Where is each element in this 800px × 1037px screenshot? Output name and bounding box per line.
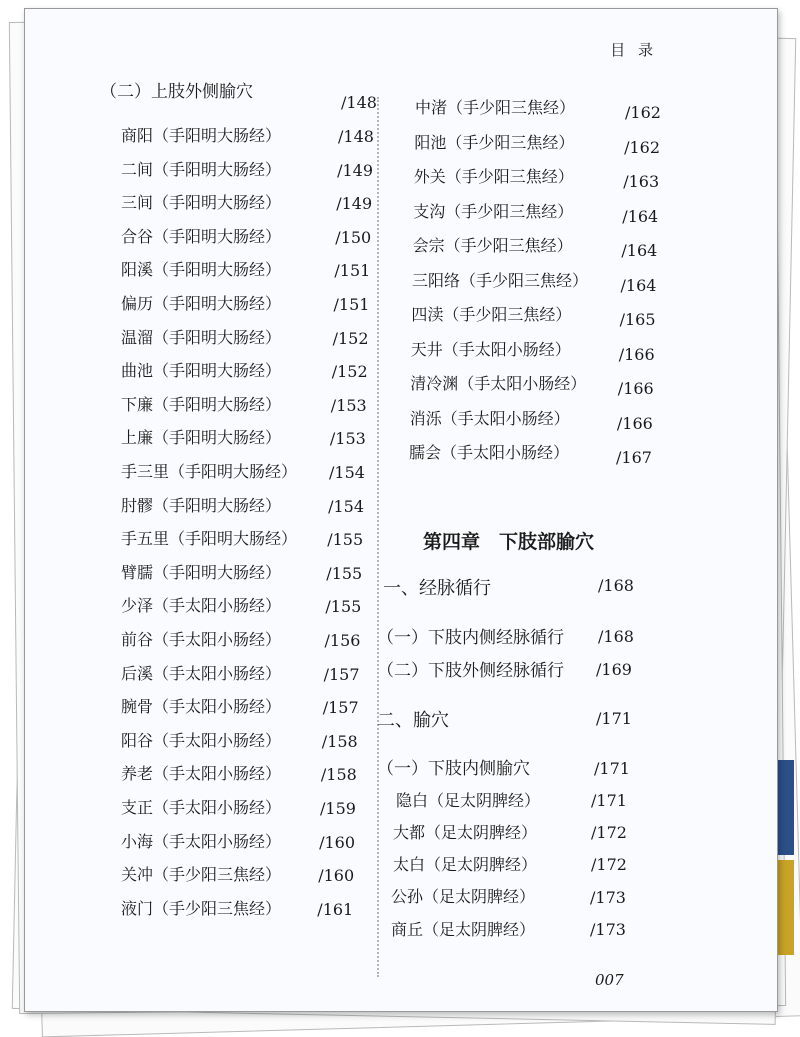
toc-entry-title: 支正（手太阳小肠经） bbox=[121, 798, 282, 817]
toc-entry-page: /166 bbox=[617, 379, 654, 398]
toc-entry-page: /156 bbox=[324, 631, 361, 650]
toc-entry-title: 二、腧穴 bbox=[377, 710, 449, 731]
toc-entry-page: /164 bbox=[621, 241, 658, 260]
toc-entry-page: /172 bbox=[591, 855, 627, 874]
toc-entry-title: 腕骨（手太阳小肠经） bbox=[121, 697, 282, 717]
toc-entry-title: （一）下肢内侧经脉循行 bbox=[377, 628, 564, 648]
toc-entry-title: 阳溪（手阳明大肠经） bbox=[121, 260, 282, 280]
toc-entry-page: /166 bbox=[618, 344, 655, 364]
toc-entry-page: /168 bbox=[598, 576, 634, 595]
toc-entry-page: /154 bbox=[329, 463, 365, 482]
toc-entry-page: /162 bbox=[625, 103, 661, 122]
toc-entry-title: （二）下肢外侧经脉循行 bbox=[377, 661, 564, 681]
toc-entry-page: /158 bbox=[320, 765, 357, 785]
toc-entry-page: /152 bbox=[331, 362, 368, 382]
toc-entry-page: /171 bbox=[596, 709, 632, 728]
toc-entry-page: /171 bbox=[594, 759, 630, 778]
toc-entry-title: 隐白（足太阴脾经） bbox=[396, 791, 541, 810]
toc-entry-title: 商丘（足太阴脾经） bbox=[391, 920, 536, 939]
chapter-title: 第四章 下肢部腧穴 bbox=[423, 531, 595, 553]
toc-entry-title: 阳谷（手太阳小肠经） bbox=[121, 730, 282, 750]
toc-entry-page: /164 bbox=[620, 275, 657, 295]
toc-entry-title: 少泽（手太阳小肠经） bbox=[121, 596, 282, 616]
toc-entry-title: 中渚（手少阳三焦经） bbox=[415, 98, 576, 117]
toc-entry-page: /163 bbox=[623, 172, 660, 191]
toc-entry-title: 清冷渊（手太阳小肠经） bbox=[410, 374, 587, 393]
toc-entry-title: 外关（手少阳三焦经） bbox=[413, 167, 574, 186]
toc-entry-page: /161 bbox=[317, 899, 354, 919]
toc-entry-title: 天井（手太阳小肠经） bbox=[410, 339, 571, 359]
toc-entry-title: 上廉（手阳明大肠经） bbox=[121, 428, 282, 448]
toc-entry-page: /151 bbox=[333, 295, 370, 314]
toc-entry-page: /149 bbox=[336, 194, 373, 214]
toc-entry-page: /164 bbox=[622, 206, 659, 226]
toc-entry-title: 小海（手太阳小肠经） bbox=[121, 831, 282, 851]
toc-entry-title: （二）上肢外侧腧穴 bbox=[100, 82, 253, 102]
toc-entry-title: 液门（手少阳三焦经） bbox=[121, 898, 282, 918]
toc-entry-title: 大都（足太阴脾经） bbox=[393, 823, 538, 842]
page-header: 目 录 bbox=[610, 41, 657, 59]
toc-entry-title: 会宗（手少阳三焦经） bbox=[412, 236, 573, 255]
toc-entry-title: 手三里（手阳明大肠经） bbox=[121, 462, 298, 481]
page-number: 007 bbox=[595, 971, 624, 989]
toc-entry-title: 二间（手阳明大肠经） bbox=[121, 159, 282, 179]
toc-entry-page: /157 bbox=[323, 664, 360, 684]
toc-entry-title: 一、经脉循行 bbox=[383, 578, 491, 599]
toc-entry-page: /173 bbox=[590, 888, 626, 907]
toc-entry-page: /148 bbox=[338, 127, 374, 146]
toc-entry-page: /154 bbox=[328, 496, 365, 516]
toc-entry-title: 三阳络（手少阳三焦经） bbox=[412, 270, 589, 290]
toc-entry-title: 前谷（手太阳小肠经） bbox=[121, 630, 282, 649]
toc-entry-title: 曲池（手阳明大肠经） bbox=[121, 361, 282, 381]
toc-entry-title: 阳池（手少阳三焦经） bbox=[414, 132, 575, 152]
toc-entry-page: /159 bbox=[320, 799, 356, 818]
toc-entry-title: 肘髎（手阳明大肠经） bbox=[121, 495, 282, 515]
toc-entry-page: /165 bbox=[619, 310, 656, 329]
toc-entry-title: 温溜（手阳明大肠经） bbox=[121, 327, 282, 347]
toc-entry-page: /157 bbox=[322, 698, 359, 718]
toc-entry-title: 消泺（手太阳小肠经） bbox=[409, 408, 570, 428]
toc-entry-page: /149 bbox=[337, 160, 374, 180]
toc-entry-page: /172 bbox=[591, 823, 627, 842]
toc-entry-page: /169 bbox=[596, 660, 632, 679]
column-divider bbox=[377, 97, 379, 977]
toc-entry-page: /162 bbox=[624, 137, 661, 157]
toc-entry-page: /160 bbox=[318, 866, 355, 886]
toc-entry-page: /153 bbox=[330, 395, 367, 415]
toc-entry-title: 养老（手太阳小肠经） bbox=[121, 764, 282, 784]
toc-entry-title: 四渎（手少阳三焦经） bbox=[411, 305, 572, 324]
toc-entry-title: 关冲（手少阳三焦经） bbox=[121, 865, 282, 885]
toc-entry-title: （一）下肢内侧腧穴 bbox=[377, 759, 530, 779]
toc-entry-page: /150 bbox=[335, 227, 372, 247]
toc-entry-page: /153 bbox=[329, 429, 366, 449]
toc-entry-page: /167 bbox=[616, 448, 652, 467]
toc-entry-page: /173 bbox=[590, 920, 626, 939]
toc-entry-page: /171 bbox=[591, 791, 627, 810]
toc-entry-page: /168 bbox=[598, 627, 634, 646]
toc-entry-title: 公孙（足太阴脾经） bbox=[391, 887, 536, 906]
toc-entry-title: 商阳（手阳明大肠经） bbox=[121, 126, 282, 145]
toc-entry-title: 偏历（手阳明大肠经） bbox=[121, 294, 282, 313]
toc-entry-title: 支沟（手少阳三焦经） bbox=[413, 201, 574, 221]
toc-entry-title: 臑会（手太阳小肠经） bbox=[409, 443, 570, 462]
toc-entry-page: /155 bbox=[327, 530, 364, 550]
toc-entry-title: 三间（手阳明大肠经） bbox=[121, 193, 282, 213]
toc-page bbox=[24, 8, 778, 1012]
toc-entry-title: 下廉（手阳明大肠经） bbox=[121, 394, 282, 414]
toc-entry-page: /166 bbox=[616, 413, 653, 433]
toc-entry-page: /148 bbox=[341, 93, 377, 112]
toc-entry-title: 太白（足太阴脾经） bbox=[393, 855, 538, 874]
toc-entry-page: /158 bbox=[321, 731, 358, 751]
toc-entry-page: /152 bbox=[332, 328, 369, 348]
toc-entry-page: /151 bbox=[334, 261, 371, 281]
toc-entry-title: 合谷（手阳明大肠经） bbox=[121, 226, 282, 246]
toc-entry-page: /155 bbox=[326, 563, 363, 583]
toc-entry-page: /160 bbox=[319, 832, 356, 852]
toc-entry-title: 臂臑（手阳明大肠经） bbox=[121, 562, 282, 582]
toc-entry-title: 后溪（手太阳小肠经） bbox=[121, 663, 282, 683]
toc-entry-title: 手五里（手阳明大肠经） bbox=[121, 529, 298, 549]
toc-entry-page: /155 bbox=[325, 597, 362, 617]
